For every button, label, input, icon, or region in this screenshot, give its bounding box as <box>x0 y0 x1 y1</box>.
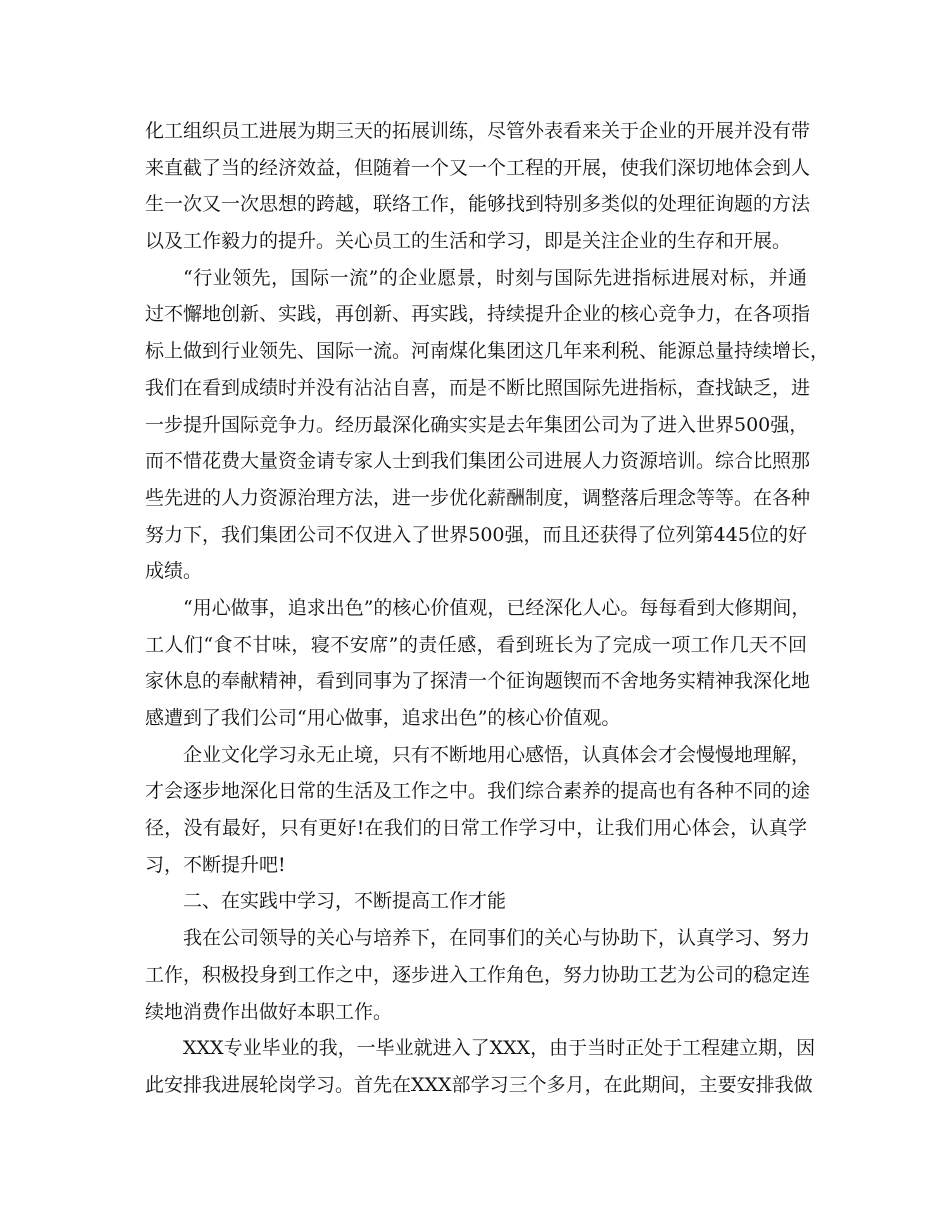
text-line: XXX专业毕业的我，一毕业就进入了XXX，由于当时正处于工程建立期，因 <box>183 1037 816 1060</box>
text-line: 二、在实践中学习，不断提高工作才能 <box>183 890 507 913</box>
text-line: 企业文化学习永无止境，只有不断地用心感悟，认真体会才会慢慢地理解， <box>183 743 811 766</box>
text-line: 才会逐步地深化日常的生活及工作之中。我们综合素养的提高也有各种不同的途 <box>145 780 811 803</box>
text-line: 工作，积极投身到工作之中，逐步进入工作角色，努力协助工艺为公司的稳定连 <box>145 963 811 986</box>
text-line: 生一次又一次思想的跨越，联络工作，能够找到特别多类似的处理征询题的方法 <box>145 193 811 216</box>
text-line: 标上做到行业领先、国际一流。河南煤化集团这几年来利税、能源总量持续增长， <box>145 340 830 363</box>
text-line: 我们在看到成绩时并没有沾沾自喜，而是不断比照国际先进指标，查找缺乏，进 <box>145 376 811 399</box>
document-body <box>145 113 830 1104</box>
text-line: 感遭到了我们公司“用心做事，追求出色”的核心价值观。 <box>145 707 621 729</box>
text-line: 此安排我进展轮岗学习。首先在XXX部学习三个多月，在此期间，主要安排我做 <box>145 1073 813 1096</box>
text-line: 化工组织员工进展为期三天的拓展训练，尽管外表看来关于企业的开展并没有带 <box>145 120 811 142</box>
text-line: 一步提升国际竞争力。经历最深化确实实是去年集团公司为了进入世界500强， <box>145 413 809 436</box>
text-line: 我在公司领导的关心与培养下，在同事们的关心与协助下，认真学习、努力 <box>183 927 811 950</box>
text-line: 径，没有最好，只有更好!在我们的日常工作学习中，让我们用心体会，认真学 <box>145 817 807 840</box>
text-line: 些先进的人力资源治理方法，进一步优化薪酬制度，调整落后理念等等。在各种 <box>145 486 811 509</box>
text-line: 习，不断提升吧! <box>145 853 286 876</box>
text-line: “行业领先，国际一流”的企业愿景，时刻与国际先进指标进展对标，并通 <box>183 266 807 289</box>
text-line: “用心做事，追求出色”的核心价值观，已经深化人心。每每看到大修期间， <box>183 596 811 619</box>
text-line: 过不懈地创新、实践，再创新、再实践，持续提升企业的核心竞争力，在各项指 <box>145 303 811 326</box>
text-line: 以及工作毅力的提升。关心员工的生活和学习，即是关注企业的生存和开展。 <box>145 230 792 253</box>
text-line: 工人们“食不甘味，寝不安席”的责任感，看到班长为了完成一项工作几天不回 <box>145 633 807 656</box>
text-line: 来直截了当的经济效益，但随着一个又一个工程的开展，使我们深切地体会到人 <box>145 156 811 179</box>
text-line: 努力下，我们集团公司不仅进入了世界500强，而且还获得了位列第445位的好 <box>145 523 807 546</box>
text-line: 续地消费作出做好本职工作。 <box>145 1000 393 1023</box>
text-line: 成绩。 <box>145 560 203 583</box>
text-line: 而不惜花费大量资金请专家人士到我们集团公司进展人力资源培训。综合比照那 <box>145 450 811 473</box>
text-line: 家休息的奉献精神，看到同事为了探清一个征询题锲而不舍地务实精神我深化地 <box>145 670 811 693</box>
